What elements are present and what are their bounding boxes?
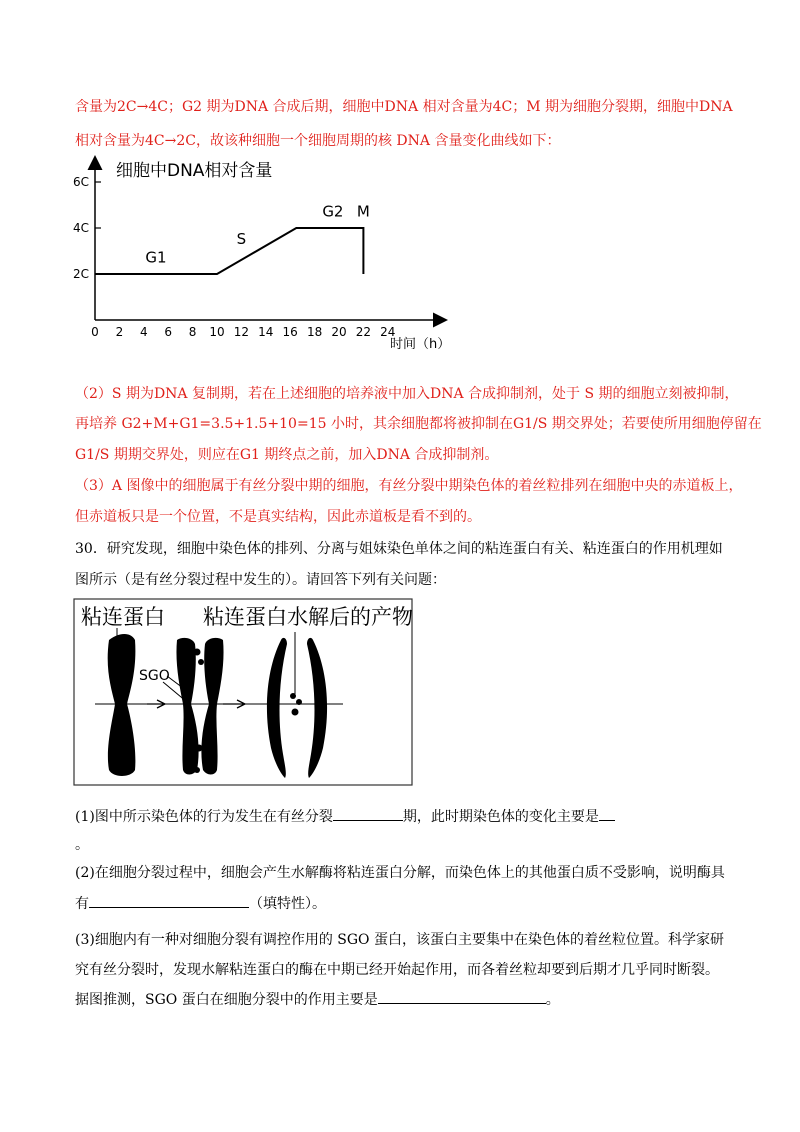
x-tick-label: 14 [258,325,274,339]
x-tick-label: 6 [164,325,173,339]
phase-label-g1: G1 [145,248,167,267]
answer-p2-line-1: （2）S 期为DNA 复制期，若在上述细胞的培养液中加入DNA 合成抑制剂，处于 S 期的细胞立刻被抑制， [75,386,739,402]
x-tick-label: 16 [282,325,298,339]
answer-p3-line-1: （3）A 图像中的细胞属于有丝分裂中期的细胞，有丝分裂中期染色体的着丝粒排列在细胞中央的赤道板上， [75,478,743,494]
label-hydrolysis-product: 粘连蛋白水解后的产物 [203,605,413,629]
cohesin-dot [194,649,201,656]
x-tick-label: 20 [331,325,347,339]
sub2-text-b: （填特性）。 [249,896,326,912]
y-tick-label: 4C [72,221,89,235]
question-30-line-2: 图所示（是有丝分裂过程中发生的）。请回答下列有关问题： [75,572,446,588]
answer-blank-3[interactable] [89,893,249,908]
y-tick-labels [73,175,89,281]
sub3-text-a: 据图推测，SGO 蛋白在细胞分裂中的作用主要是 [75,992,378,1008]
y-tick-label: 6C [72,175,89,189]
question-30-line-1: 30．研究发现，细胞中染色体的排列、分离与姐妹染色单体之间的粘连蛋白有关、粘连蛋白的作用机理如 [75,541,723,557]
product-dot [296,699,302,705]
dna-content-curve [95,228,363,274]
cohesin-dot [198,659,204,665]
cohesin-dot [202,755,208,761]
sub1-text-b: 期，此时期染色体的变化主要是 [402,809,599,825]
answer-blank-4[interactable] [378,989,546,1004]
x-tick-label: 0 [91,325,99,339]
cohesin-dot [194,767,200,773]
x-tick-label: 10 [209,325,225,339]
x-tick-labels [91,325,395,339]
cohesin-dot [196,745,203,752]
x-tick-label: 22 [355,325,372,339]
x-axis-label: 时间（h） [390,337,451,352]
x-tick-label: 4 [139,325,148,339]
answer-blank-1[interactable] [333,806,403,821]
product-dot [290,693,296,699]
sub-question-3-line-2: 究有丝分裂时，发现水解粘连蛋白的酶在中期已经开始起作用，而各着丝粒却要到后期才几乎同时断裂。 [75,962,719,978]
answer-p3-line-2: 但赤道板只是一个位置，不是真实结构，因此赤道板是看不到的。 [75,509,481,525]
sub2-text-a: 有 [75,896,89,912]
answer-line-1: 含量为2C→4C；G2 期为DNA 合成后期，细胞中DNA 相对含量为4C；M 期为细胞分裂期，细胞中DNA [75,99,733,115]
y-tick-label: 2C [72,267,89,281]
label-cohesin: 粘连蛋白 [81,605,165,629]
x-tick-label: 2 [115,325,124,339]
x-tick-label: 18 [306,325,323,339]
dna-content-chart [60,150,480,360]
y-tick-marks [95,182,101,274]
answer-line-2: 相对含量为4C→2C，故该种细胞一个细胞周期的核 DNA 含量变化曲线如下： [75,133,561,149]
x-tick-label: 24 [380,325,396,339]
answer-blank-2[interactable] [599,806,615,821]
sub3-end: 。 [545,992,560,1008]
product-dot [292,709,299,716]
phase-label-m: M [356,202,370,221]
chart-title: 细胞中DNA相对含量 [116,161,273,181]
sub-question-2-line-1: (2)在细胞分裂过程中，细胞会产生水解酶将粘连蛋白分解，而染色体上的其他蛋白质不受影响，说明酶具 [75,865,725,881]
phase-label-g2: G2 [322,202,344,221]
sub1-end: 。 [75,837,89,853]
answer-p2-line-3: G1/S 期期交界处，则应在G1 期终点之前，加入DNA 合成抑制剂。 [75,447,499,463]
cohesin-figure [73,598,413,786]
phase-label-s: S [236,230,247,249]
sub1-text-a: (1)图中所示染色体的行为发生在有丝分裂 [75,809,333,825]
sub-question-1 [75,806,615,827]
phase-labels [145,203,369,267]
sub-question-3-line-3 [75,989,560,1010]
x-tick-label: 8 [188,325,197,339]
sub-question-2-line-2 [75,893,326,914]
answer-p2-line-2: 再培养 G2+M+G1=3.5+1.5+10=15 小时，其余细胞都将被抑制在G1/S 期交界处；若要使所用细胞停留在 [75,416,762,432]
x-tick-label: 12 [233,325,250,339]
label-sgo: SGO [139,668,170,684]
sub-question-3-line-1: (3)细胞内有一种对细胞分裂有调控作用的 SGO 蛋白，该蛋白主要集中在染色体的着丝粒位置。科学家研 [75,932,724,948]
